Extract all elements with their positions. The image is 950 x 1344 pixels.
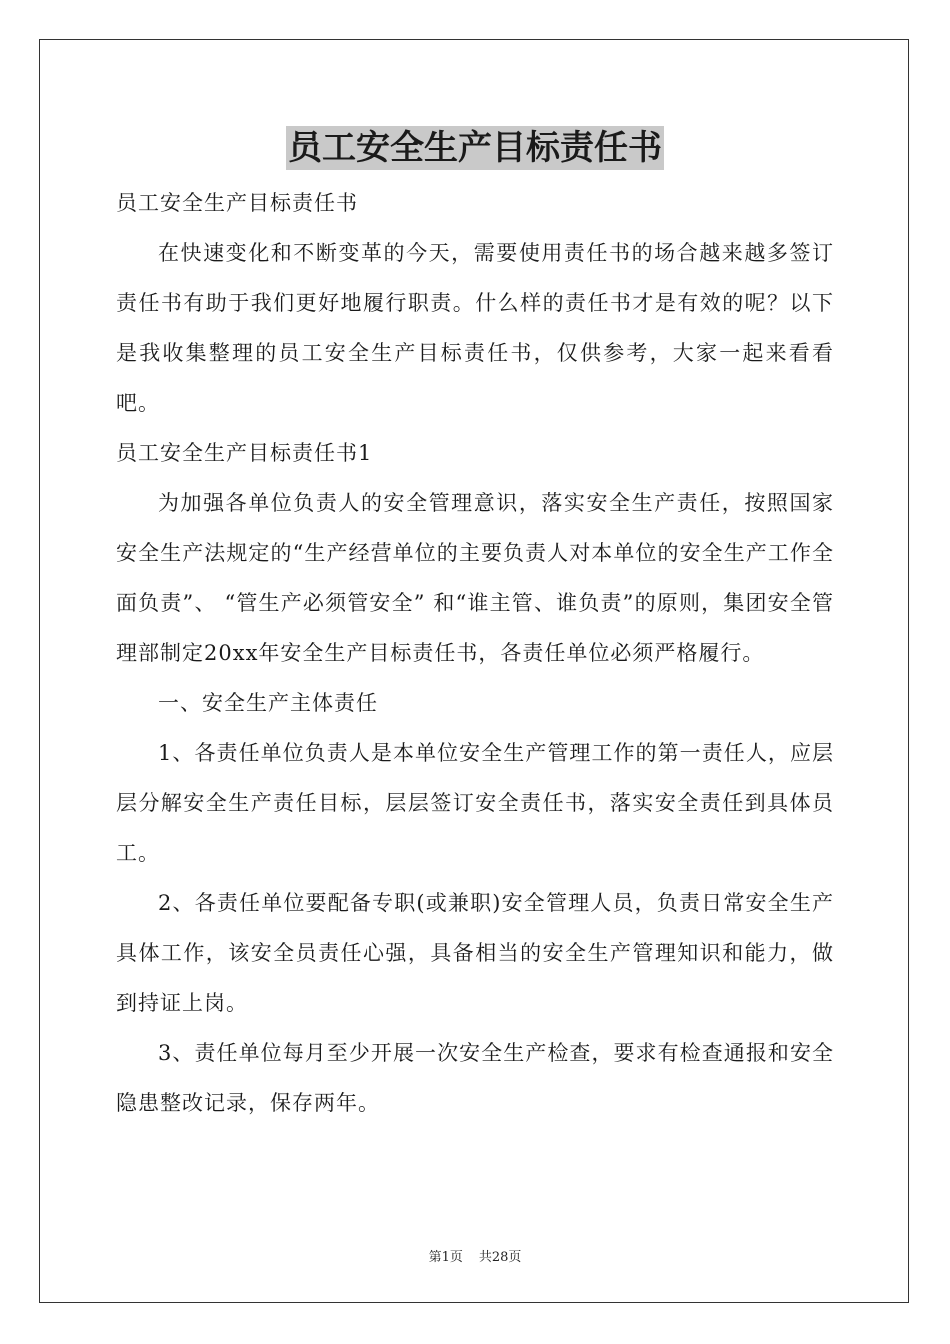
page-total: 共28页 xyxy=(478,1250,522,1265)
page-number: 第1页 xyxy=(428,1250,463,1265)
document-title: 员工安全生产目标责任书 xyxy=(288,128,662,168)
document-body xyxy=(116,178,834,1128)
subtitle-paragraph: 员工安全生产目标责任书 xyxy=(116,191,358,215)
body-paragraph: 为加强各单位负责人的安全管理意识，落实安全生产责任，按照国家安全生产法规定的“生产经营单位的主要负责人对本单位的安全生产工作全面负责”、 “管生产必须管安全” 和“谁主管、谁负责”的原则，集团安全管理部制定20xx年安全生产目标责任书，各责任单位必须严格履行。 xyxy=(116,491,834,665)
intro-paragraph: 在快速变化和不断变革的今天，需要使用责任书的场合越来越多签订责任书有助于我们更好地履行职责。什么样的责任书才是有效的呢？以下是我收集整理的员工安全生产目标责任书，仅供参考，大家一起来看看吧。 xyxy=(116,241,834,415)
list-item: 1、各责任单位负责人是本单位安全生产管理工作的第一责任人，应层层分解安全生产责任目标，层层签订安全责任书，落实安全责任到具体员工。 xyxy=(116,741,834,865)
list-item: 2、各责任单位要配备专职(或兼职)安全管理人员，负责日常安全生产具体工作，该安全员责任心强，具备相当的安全生产管理知识和能力，做到持证上岗。 xyxy=(116,891,834,1015)
section-heading: 员工安全生产目标责任书1 xyxy=(116,441,373,465)
title-container xyxy=(0,126,950,170)
list-item: 3、责任单位每月至少开展一次安全生产检查，要求有检查通报和安全隐患整改记录，保存两年。 xyxy=(116,1041,834,1115)
page-footer xyxy=(0,1246,950,1265)
subsection-heading: 一、安全生产主体责任 xyxy=(158,691,378,715)
